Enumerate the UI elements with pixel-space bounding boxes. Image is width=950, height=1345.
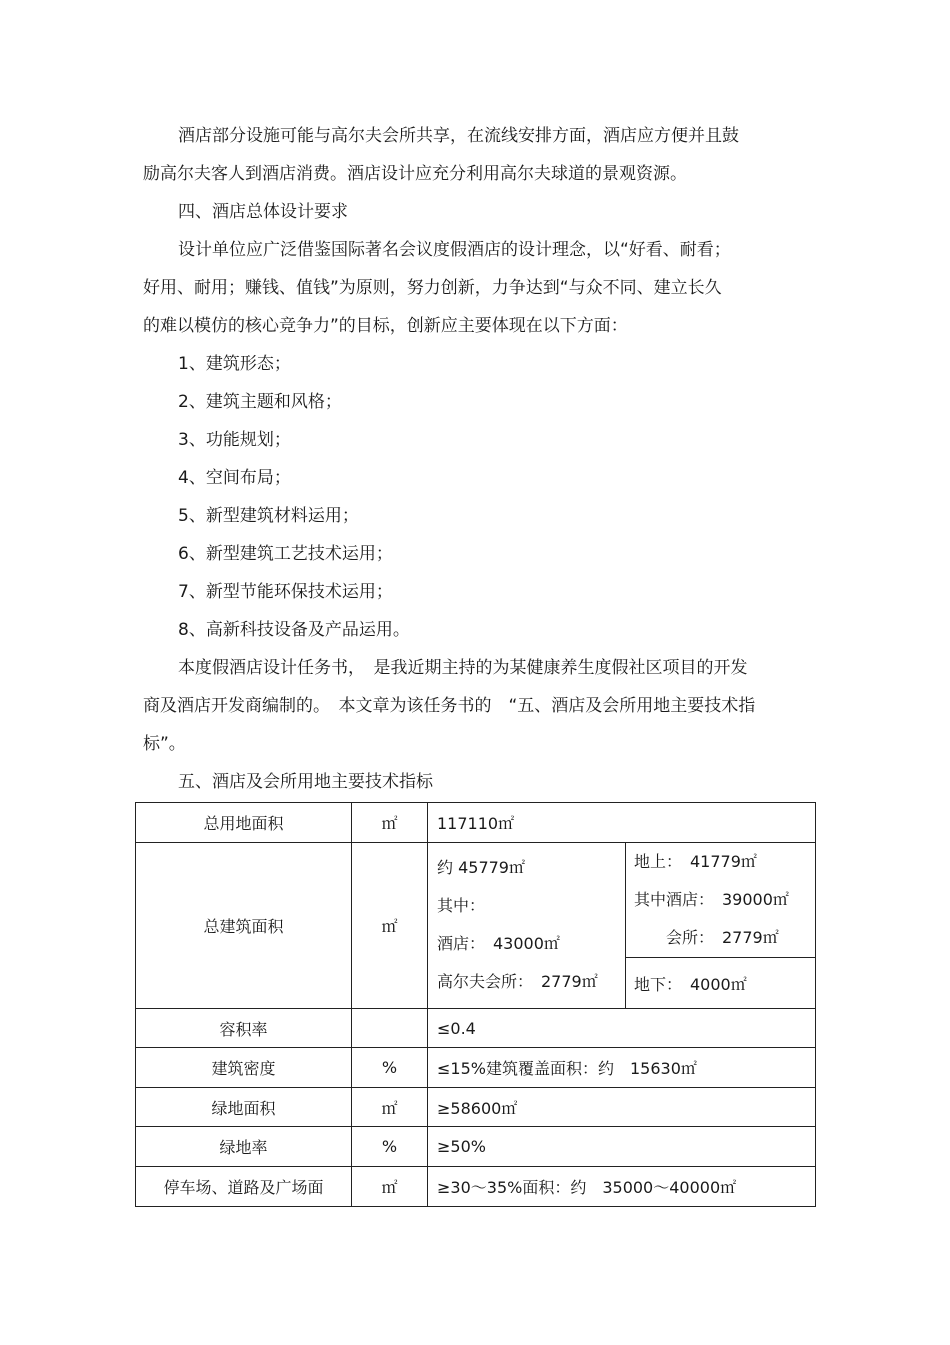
list-item: 1、建筑形态； [178,354,291,374]
gfa-total-block [428,843,626,1008]
paragraph-line: 励高尔夫客人到酒店消费。酒店设计应充分利用高尔夫球道的景观资源。 [143,164,687,184]
gfa-line: 其中： [437,896,486,915]
table-row [136,803,816,843]
table-row [136,1127,816,1167]
gfa-line: 酒店： 43000㎡ [437,934,560,953]
gfa-underground: 地下： 4000㎡ [634,974,747,994]
row-label: 总建筑面积 [136,843,352,1009]
gfa-above-ground [626,843,815,958]
gfa-breakdown-cell [428,843,816,1009]
row-label: 总用地面积 [136,803,352,843]
table-row [136,843,816,1009]
section-heading-4: 四、酒店总体设计要求 [178,202,348,222]
row-unit: ㎡ [352,843,428,1009]
row-label: 建筑密度 [136,1048,352,1088]
list-item: 7、新型节能环保技术运用； [178,582,393,602]
gfa-line: 约 45779㎡ [437,858,525,877]
table-row [136,1009,816,1048]
section-heading-5: 五、酒店及会所用地主要技术指标 [178,772,433,792]
row-unit: ㎡ [352,803,428,843]
paragraph-line: 标”。 [143,734,186,754]
gfa-line: 高尔夫会所： 2779㎡ [437,972,598,991]
row-value: ≥58600㎡ [428,1088,816,1127]
paragraph-line: 酒店部分设施可能与高尔夫会所共享，在流线安排方面，酒店应方便并且鼓 [178,126,739,146]
paragraph-line: 的难以模仿的核心竞争力”的目标，创新应主要体现在以下方面： [143,316,628,336]
list-item: 2、建筑主题和风格； [178,392,342,412]
table-row [136,1167,816,1207]
row-unit: % [352,1048,428,1088]
paragraph-line: 商及酒店开发商编制的。 本文章为该任务书的 “五、酒店及会所用地主要技术指 [143,696,756,716]
paragraph-line: 本度假酒店设计任务书， 是我近期主持的为某健康养生度假社区项目的开发 [178,658,748,678]
list-item: 3、功能规划； [178,430,291,450]
paragraph-line: 设计单位应广泛借鉴国际著名会议度假酒店的设计理念，以“好看、耐看； [178,240,731,260]
row-value: ≤15%建筑覆盖面积：约 15630㎡ [428,1048,816,1088]
row-unit: ㎡ [352,1167,428,1207]
row-label: 容积率 [136,1009,352,1048]
row-label: 停车场、道路及广场面 [136,1167,352,1207]
table-row [136,1088,816,1127]
gfa-split-block [626,843,815,1008]
row-unit: ㎡ [352,1088,428,1127]
row-value: ≥50% [428,1127,816,1167]
list-item: 8、高新科技设备及产品运用。 [178,620,410,640]
table-row [136,1048,816,1088]
row-value: ≤0.4 [428,1009,816,1048]
gfa-line: 其中酒店： 39000㎡ [634,890,789,909]
paragraph-line: 好用、耐用；赚钱、值钱”为原则，努力创新，力争达到“与众不同、建立长久 [143,278,722,298]
list-item: 6、新型建筑工艺技术运用； [178,544,393,564]
gfa-line: 地上： 41779㎡ [634,852,757,871]
row-label: 绿地率 [136,1127,352,1167]
list-item: 4、空间布局； [178,468,291,488]
row-label: 绿地面积 [136,1088,352,1127]
gfa-line: 会所： 2779㎡ [634,928,779,947]
row-unit: % [352,1127,428,1167]
row-unit [352,1009,428,1048]
row-value: 117110㎡ [428,803,816,843]
technical-indicators-table [135,802,816,1207]
list-item: 5、新型建筑材料运用； [178,506,359,526]
row-value: ≥30～35%面积：约 35000～40000㎡ [428,1167,816,1207]
